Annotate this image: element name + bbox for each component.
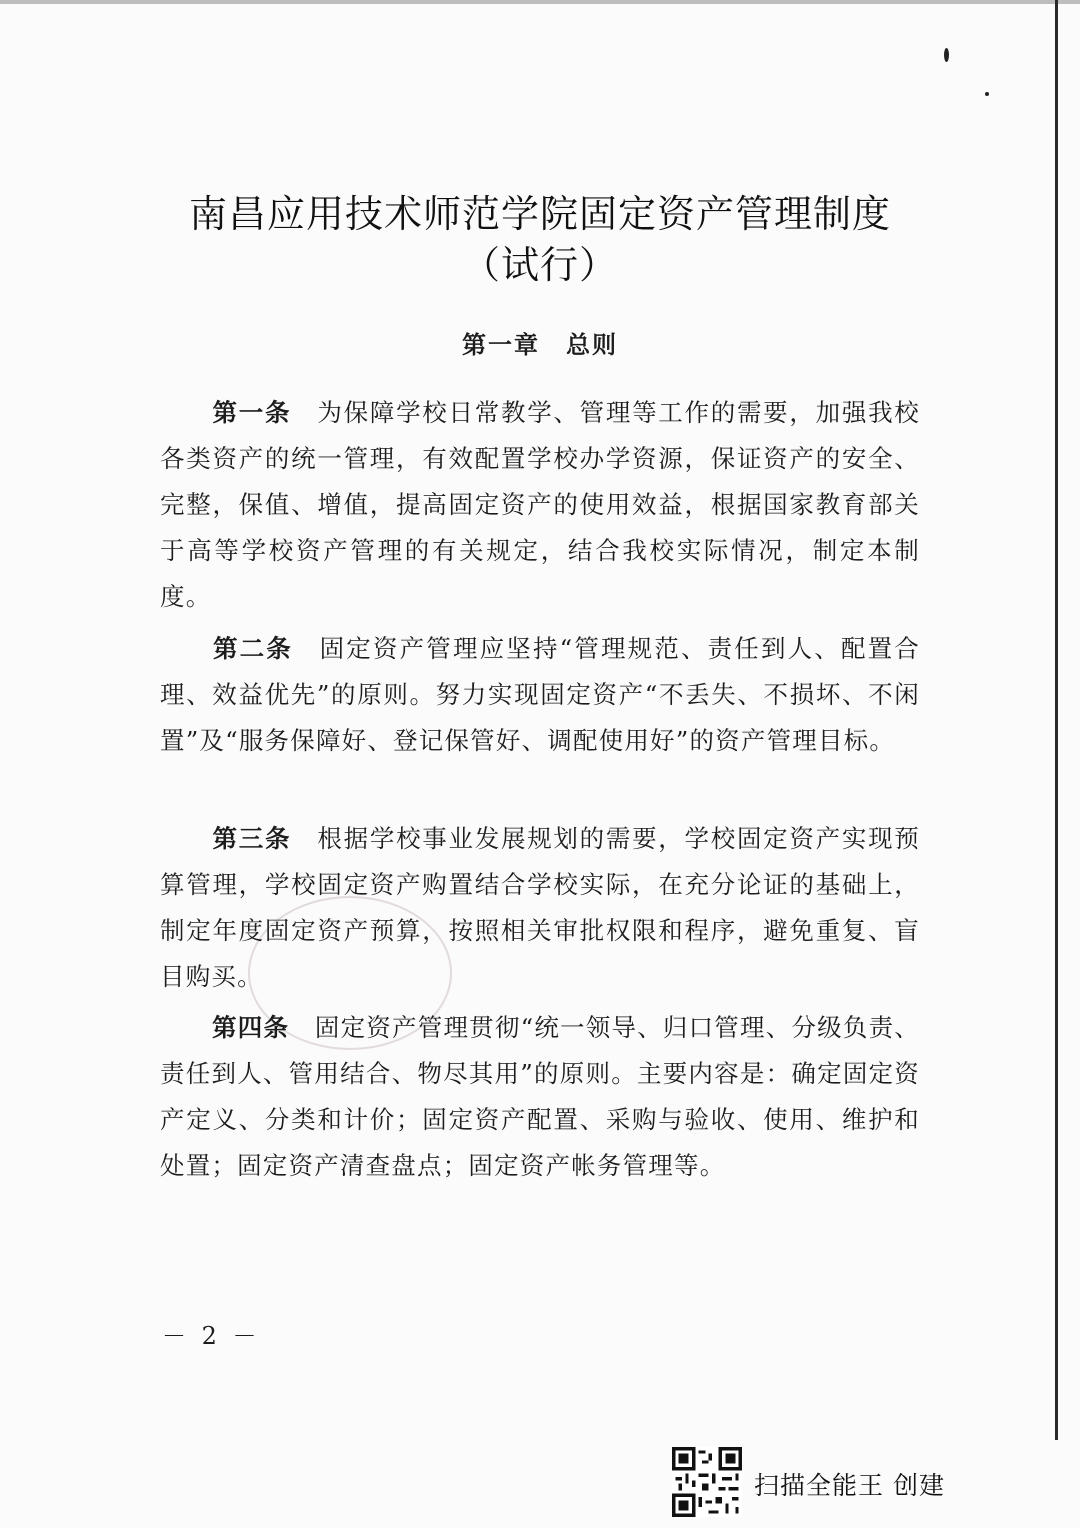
article-1-label: 第一条 bbox=[212, 398, 292, 427]
scanner-watermark: 扫描全能王 创建 bbox=[754, 1471, 945, 1500]
chapter-heading: 第一章 总则 bbox=[462, 330, 618, 359]
scan-speck bbox=[944, 48, 949, 62]
article-2-label: 第二条 bbox=[212, 634, 293, 663]
article-3-label: 第三条 bbox=[212, 824, 292, 853]
article-3-text: 根据学校事业发展规划的需要，学校固定资产实现预算管理，学校固定资产购置结合学校实际，在充分论证的基础上，制定年度固定资产预算，按照相关审批权限和程序，避免重复、盲目购买。 bbox=[160, 824, 920, 991]
qr-code-icon bbox=[672, 1447, 742, 1517]
article-4 bbox=[160, 1005, 920, 1189]
article-1-text: 为保障学校日常教学、管理等工作的需要，加强我校各类资产的统一管理，有效配置学校办学资源，保证资产的安全、完整，保值、增值，提高固定资产的使用效益，根据国家教育部关于高等学校资产管理的有关规定，结合我校实际情况，制定本制度。 bbox=[160, 398, 920, 611]
article-3 bbox=[160, 816, 920, 1000]
page-top-edge bbox=[0, 0, 1080, 4]
document-title: 南昌应用技术师范学院固定资产管理制度 bbox=[188, 192, 891, 236]
scan-speck bbox=[985, 92, 989, 96]
article-4-text: 固定资产管理贯彻“统一领导、归口管理、分级负责、责任到人、管用结合、物尽其用”的原则。主要内容是：确定固定资产定义、分类和计价；固定资产配置、采购与验收、使用、维护和处置；固定资产清查盘点；固定资产帐务管理等。 bbox=[160, 1013, 920, 1180]
article-1 bbox=[160, 390, 920, 620]
page-number: － 2 － bbox=[162, 1322, 261, 1350]
document-subtitle: （试行） bbox=[461, 243, 618, 287]
article-4-label: 第四条 bbox=[212, 1013, 290, 1042]
article-2-text: 固定资产管理应坚持“管理规范、责任到人、配置合理、效益优先”的原则。努力实现固定资产“不丢失、不损坏、不闲置”及“服务保障好、登记保管好、调配使用好”的资产管理目标。 bbox=[160, 634, 920, 755]
article-2 bbox=[160, 626, 920, 764]
